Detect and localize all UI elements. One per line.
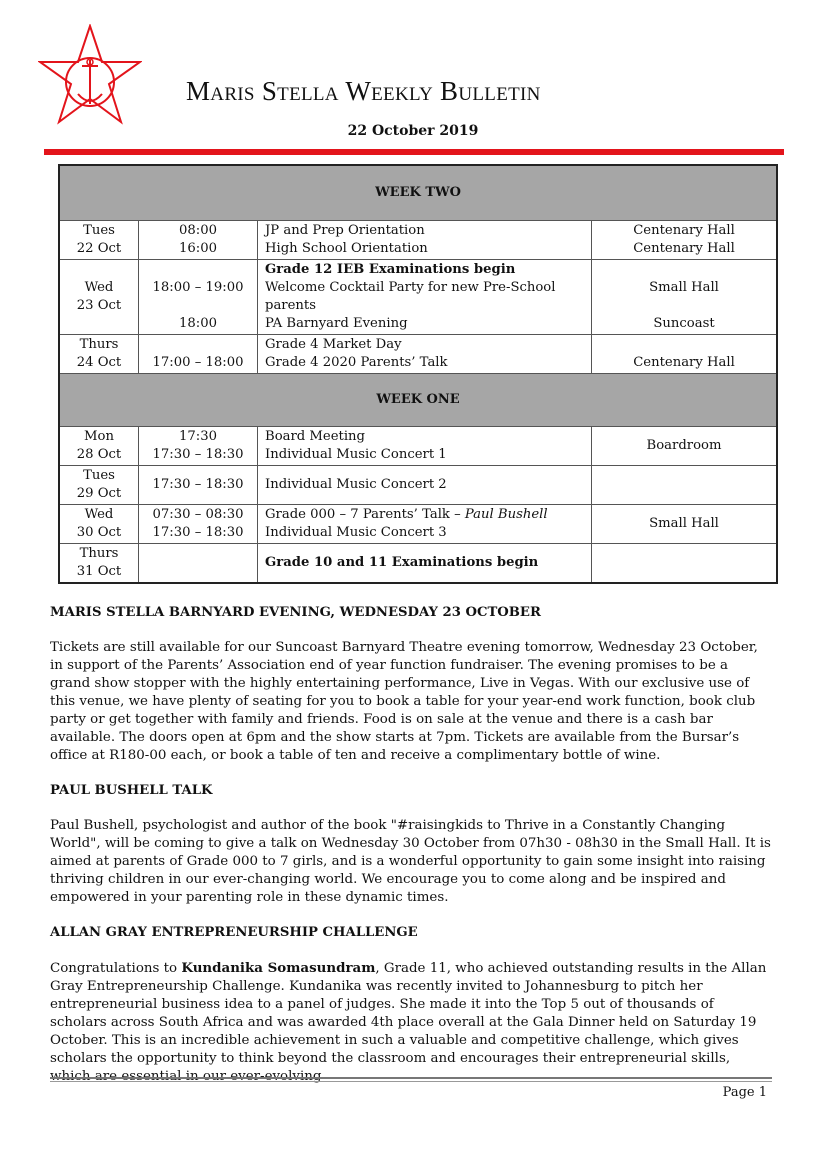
page-number: Page 1 xyxy=(722,1085,767,1100)
day-label: Thurs xyxy=(79,337,119,352)
venue-label: Centenary Hall xyxy=(633,355,735,370)
day-label: Mon xyxy=(84,429,114,444)
day-label: Tues xyxy=(83,468,115,483)
time-label: 17:30 xyxy=(178,429,217,444)
day-label: Thurs xyxy=(79,546,119,561)
venue-cell xyxy=(592,544,778,584)
event-label: Individual Music Concert 3 xyxy=(265,525,447,540)
bulletin-articles xyxy=(50,604,772,1103)
footer-divider xyxy=(50,1077,772,1079)
student-name: Kundanika Somasundram xyxy=(181,960,376,976)
event-label: Individual Music Concert 2 xyxy=(265,477,447,492)
venue-label: Small Hall xyxy=(649,516,719,531)
day-cell xyxy=(59,544,139,584)
event-cell xyxy=(258,544,592,584)
date-label: 23 Oct xyxy=(76,298,122,313)
day-cell xyxy=(59,505,139,544)
speaker-name: Paul Bushell xyxy=(464,507,548,522)
venue-label: Boardroom xyxy=(646,438,722,453)
event-label xyxy=(265,506,584,524)
time-label: 18:00 – 19:00 xyxy=(152,280,244,295)
time-cell xyxy=(139,260,258,335)
table-row xyxy=(59,335,777,374)
venue-cell xyxy=(592,466,778,505)
day-cell xyxy=(59,427,139,466)
week-two-label: WEEK TWO xyxy=(59,165,777,221)
event-label: JP and Prep Orientation xyxy=(265,223,425,238)
venue-cell xyxy=(592,221,778,260)
day-label: Wed xyxy=(84,507,114,522)
gray-heading: ALLAN GRAY ENTREPRENEURSHIP CHALLENGE xyxy=(50,925,418,940)
time-label: 17:30 – 18:30 xyxy=(152,477,244,492)
header-divider xyxy=(44,149,784,155)
barnyard-heading: MARIS STELLA BARNYARD EVENING, WEDNESDAY 23 OCTOBER xyxy=(50,605,541,620)
time-cell xyxy=(139,335,258,374)
bushell-body: Paul Bushell, psychologist and author of the book "#raisingkids to Thrive in a Constantly Changing World", will be coming to give a talk on Wednesday 30 October from 07h30 - 08h30 in the Small Hall. It is aimed at parents of Grade 000 to 7 girls, and is a wonderful opportunity to gain some insight into raising thriving children in our ever-changing world. We encourage you to come along and be inspired and empowered in your parenting role in these dynamic times. xyxy=(50,818,771,905)
schedule-table xyxy=(58,164,778,584)
gray-text: , Grade 11, who achieved outstanding results in the Allan Gray Entrepreneurship Challenge. Kundanika was recently invited to Johannesburg to pitch her entrepreneurial business idea to a panel of judges. She made it into the Top 5 out of thousands of scholars across South Africa and was awarded 4th place overall at the Gala Dinner held on Saturday 19 October. This is an incredible achievement in such a valuable and competitive challenge, which gives scholars the opportunity to think beyond the classroom and encourages their entrepreneurial skills, xyxy=(50,961,767,1066)
time-label: 17:30 – 18:30 xyxy=(152,447,244,462)
event-label: Board Meeting xyxy=(265,429,365,444)
time-label: 08:00 xyxy=(178,223,217,238)
day-cell xyxy=(59,335,139,374)
bulletin-title: Maris Stella Weekly Bulletin xyxy=(186,76,541,106)
venue-cell xyxy=(592,335,778,374)
table-row xyxy=(59,427,777,466)
gray-intro: Congratulations to xyxy=(50,961,182,976)
event-cell xyxy=(258,260,592,335)
event-cell xyxy=(258,221,592,260)
event-label: Individual Music Concert 1 xyxy=(265,447,447,462)
table-row xyxy=(59,544,777,584)
time-cell xyxy=(139,544,258,584)
time-cell xyxy=(139,505,258,544)
date-label: 29 Oct xyxy=(76,486,122,501)
venue-cell xyxy=(592,427,778,466)
event-label: Grade 10 and 11 Examinations begin xyxy=(265,555,539,570)
week-one-label: WEEK ONE xyxy=(59,374,777,427)
time-label: 16:00 xyxy=(178,241,217,256)
week-one-header-row xyxy=(59,374,777,427)
venue-label: Centenary Hall xyxy=(633,241,735,256)
date-label: 22 Oct xyxy=(76,241,122,256)
event-label: Grade 4 2020 Parents’ Talk xyxy=(265,355,448,370)
day-label: Wed xyxy=(84,280,114,295)
date-label: 24 Oct xyxy=(76,355,122,370)
date-label: 28 Oct xyxy=(76,447,122,462)
barnyard-body: Tickets are still available for our Suncoast Barnyard Theatre evening tomorrow, Wednesday 23 October, in support of the Parents’ Association end of year function fundraiser. The evening promises to be a grand show stopper with the highly entertaining performance, Live in Vegas. With our exclusive use of this venue, we have plenty of seating for you to book a table for your year-end work function, book club party or get together with family and friends. Food is on sale at the venue and there is a cash bar available. The doors open at 6pm and the show starts at 7pm. Tickets are available from the Bursar’s office at R180-00 each, or book a table of ten and receive a complimentary bottle of wine. xyxy=(50,640,758,763)
table-row xyxy=(59,221,777,260)
time-label: 18:00 xyxy=(178,316,217,331)
event-label: Welcome Cocktail Party for new Pre-School parents xyxy=(265,280,556,313)
venue-label: Suncoast xyxy=(653,316,715,331)
day-cell xyxy=(59,260,139,335)
time-label: 17:30 – 18:30 xyxy=(152,525,244,540)
venue-cell xyxy=(592,505,778,544)
time-cell xyxy=(139,221,258,260)
gray-body xyxy=(50,959,772,1086)
bulletin-date: 22 October 2019 xyxy=(347,123,479,139)
date-label: 31 Oct xyxy=(76,564,122,579)
event-label: High School Orientation xyxy=(265,241,428,256)
event-cell xyxy=(258,427,592,466)
event-label: PA Barnyard Evening xyxy=(265,316,408,331)
time-label: 07:30 – 08:30 xyxy=(152,507,244,522)
table-row xyxy=(59,505,777,544)
bushell-heading: PAUL BUSHELL TALK xyxy=(50,783,213,798)
day-cell xyxy=(59,466,139,505)
venue-label: Small Hall xyxy=(649,280,719,295)
venue-label: Centenary Hall xyxy=(633,223,735,238)
venue-cell xyxy=(592,260,778,335)
time-cell xyxy=(139,466,258,505)
table-row xyxy=(59,260,777,335)
time-label: 17:00 – 18:00 xyxy=(152,355,244,370)
time-cell xyxy=(139,427,258,466)
event-label: Grade 4 Market Day xyxy=(265,337,402,352)
event-cell xyxy=(258,505,592,544)
footer-divider-thin xyxy=(50,1081,772,1082)
day-label: Tues xyxy=(83,223,115,238)
day-cell xyxy=(59,221,139,260)
date-label: 30 Oct xyxy=(76,525,122,540)
table-row xyxy=(59,466,777,505)
week-two-header-row xyxy=(59,165,777,221)
school-logo xyxy=(38,24,142,128)
event-cell xyxy=(258,335,592,374)
event-label: Grade 12 IEB Examinations begin xyxy=(265,262,516,277)
event-cell xyxy=(258,466,592,505)
event-text: Grade 000 – 7 Parents’ Talk – xyxy=(265,507,465,522)
